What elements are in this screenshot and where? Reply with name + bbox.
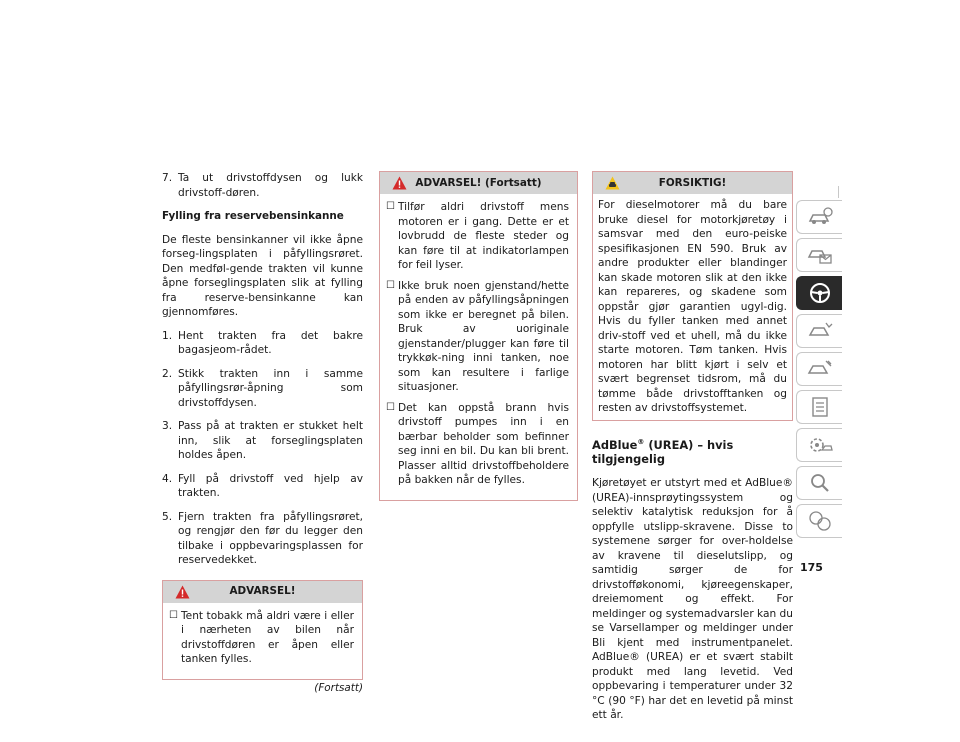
list-text: Ta ut drivstoffdysen og lukk drivstoff-døren. [178, 172, 363, 199]
search-icon [806, 471, 834, 495]
bullet-square-icon: ☐ [386, 401, 395, 413]
warning-triangle-icon [175, 585, 190, 599]
warning-header [163, 581, 362, 603]
bullet-text: Det kan oppstå brann hvis drivstoff pumpes inn i en bærbar beholder som befinner seg inni en bil. Du kan bli brent. Plasser alltid drivstoffbeholdere på bakken når de fylles. [398, 401, 569, 486]
section-title-main: AdBlue [592, 437, 638, 452]
car-mail-icon [806, 243, 834, 267]
section-paragraph: Kjøretøyet er utstyrt med et AdBlue® (UREA)-innsprøytingssystem og selektiv katalytisk reduksjon for å oppfylle utslipp-skravene. Disse to systemene sørger for over-holdelse av kravene til dieselutslipp, og samtidig sørger de for drivstofføkonomi, kjøreegenskaper, dreiemoment og effekt. For meldinger og systemadvarsler kan du se Varsellamper og meldinger under Bli kjent med instrumentpanelet. AdBlue® (UREA) er et svært stabilt produkt med lang levetid. Ved oppbevaring i temperaturer under 32 °C (90 °F) har det en levetid på minst ett år. [592, 477, 793, 722]
car-crash-icon [806, 319, 834, 343]
bullet-square-icon: ☐ [386, 201, 395, 212]
step-number: 1. [162, 329, 173, 342]
chapter-tab[interactable] [796, 314, 842, 348]
column-3 [592, 171, 793, 732]
bullet-text: Tilfør aldri drivstoff mens motoren er i gang. Dette er et lovbrudd de fleste steder og kan føre til at indikatorlampen for feil lyser. [398, 201, 569, 271]
tab-rail-line [838, 186, 843, 198]
car-info-icon [806, 205, 834, 229]
column-1 [162, 171, 363, 695]
page-number: 175 [800, 561, 823, 574]
caution-header [593, 172, 792, 194]
step-item [162, 367, 363, 411]
chapter-tab-active[interactable] [796, 276, 842, 310]
step-text: Hent trakten fra det bakre bagasjeom-rådet. [178, 329, 363, 356]
chapter-tab[interactable] [796, 390, 842, 424]
caution-box [592, 171, 793, 421]
warning-triangle-icon [392, 176, 407, 190]
warning-box [162, 580, 363, 680]
chapter-tabs [796, 200, 842, 542]
warning-title: ADVARSEL! (Fortsatt) [415, 176, 542, 189]
step-text: Stikk trakten inn i samme påfyllingsrør-åpning som drivstoffdysen. [178, 367, 363, 409]
chapter-tab[interactable] [796, 428, 842, 462]
step-number: 2. [162, 367, 173, 380]
section-title-rest: (UREA) – hvis tilgjengelig [592, 437, 734, 466]
bullet-square-icon: ☐ [386, 279, 395, 291]
chapter-tab[interactable] [796, 200, 842, 234]
warning-header [380, 172, 577, 194]
caution-title: FORSIKTIG! [658, 176, 727, 189]
warning-box-continued [379, 171, 578, 501]
bullet-item [386, 401, 569, 488]
caution-car-icon [605, 176, 620, 190]
caution-text: For dieselmotorer må du bare bruke diesel for motorkjøretøy i samsvar med den euro-peiske spesifikasjonen EN 590. Bruk av andre produkter eller blandinger kan skade motoren slik at den ikke kan repareres, og skadene som oppstår gjør garantien ugyl-dig. Hvis du fyller tanken med annet driv-stoff ved et uhell, må du ikke starte motoren. Tøm tanken. Hvis motoren har blitt kjørt i selv et svært begrenset tidsrom, må du tømme både drivstofftanken og resten av drivstoffsystemet. [598, 199, 787, 414]
warning-body [163, 603, 362, 679]
continued-label: (Fortsatt) [314, 681, 363, 694]
step-number: 3. [162, 420, 173, 432]
chapter-tab[interactable] [796, 466, 842, 500]
list-number: 7. [162, 172, 173, 184]
chapter-tab[interactable] [796, 238, 842, 272]
language-icon [806, 509, 834, 533]
bullet-item [386, 279, 569, 395]
bullet-item [169, 609, 354, 667]
column-2 [379, 171, 578, 501]
registered-mark: ® [637, 437, 645, 446]
section-title [592, 435, 793, 467]
step-item [162, 472, 363, 501]
step-text: Fyll på drivstoff ved hjelp av trakten. [178, 472, 363, 499]
subheading: Fylling fra reservebensinkanne [162, 210, 344, 222]
warning-title: ADVARSEL! [229, 585, 296, 598]
bullet-text: Ikke bruk noen gjenstand/hette på enden av påfyllingsåpningen som ikke er beregnet på bilen. Bruk av uoriginale gjenstander/plugger kan føre til trykkøk-ning inni tanken, noe som kan resultere i farlige situasjoner. [398, 279, 569, 393]
bullet-item [386, 200, 569, 273]
list-icon [806, 395, 834, 419]
step-item [162, 419, 363, 463]
step-number: 5. [162, 510, 173, 523]
car-service-icon [806, 357, 834, 381]
bullet-text: Tent tobakk må aldri være i eller i nærheten av bilen når drivstoffdøren er åpen eller tanken fylles. [181, 609, 354, 665]
chapter-tab[interactable] [796, 504, 842, 538]
step-item [162, 329, 363, 358]
step-text: Fjern trakten fra påfyllingsrøret, og rengjør den før du legger den tilbake i oppbevaringsplassen for reservedekket. [178, 510, 363, 566]
bullet-square-icon: ☐ [169, 609, 178, 621]
list-item-7 [162, 171, 363, 200]
steering-wheel-icon [806, 281, 834, 305]
gear-car-icon [806, 433, 834, 457]
chapter-tab[interactable] [796, 352, 842, 386]
step-item [162, 510, 363, 568]
step-text: Pass på at trakten er stukket helt inn, slik at forseglingsplaten holdes åpen. [178, 420, 363, 461]
intro-paragraph: De fleste bensinkanner vil ikke åpne forseg-lingsplaten i påfyllingsrøret. Den medføl-gende trakten vil kunne åpne forseglingsplaten slik at fylling fra reserve-bensinkanne kan gjennomføres. [162, 233, 363, 318]
step-number: 4. [162, 472, 173, 485]
warning-body [380, 194, 577, 500]
